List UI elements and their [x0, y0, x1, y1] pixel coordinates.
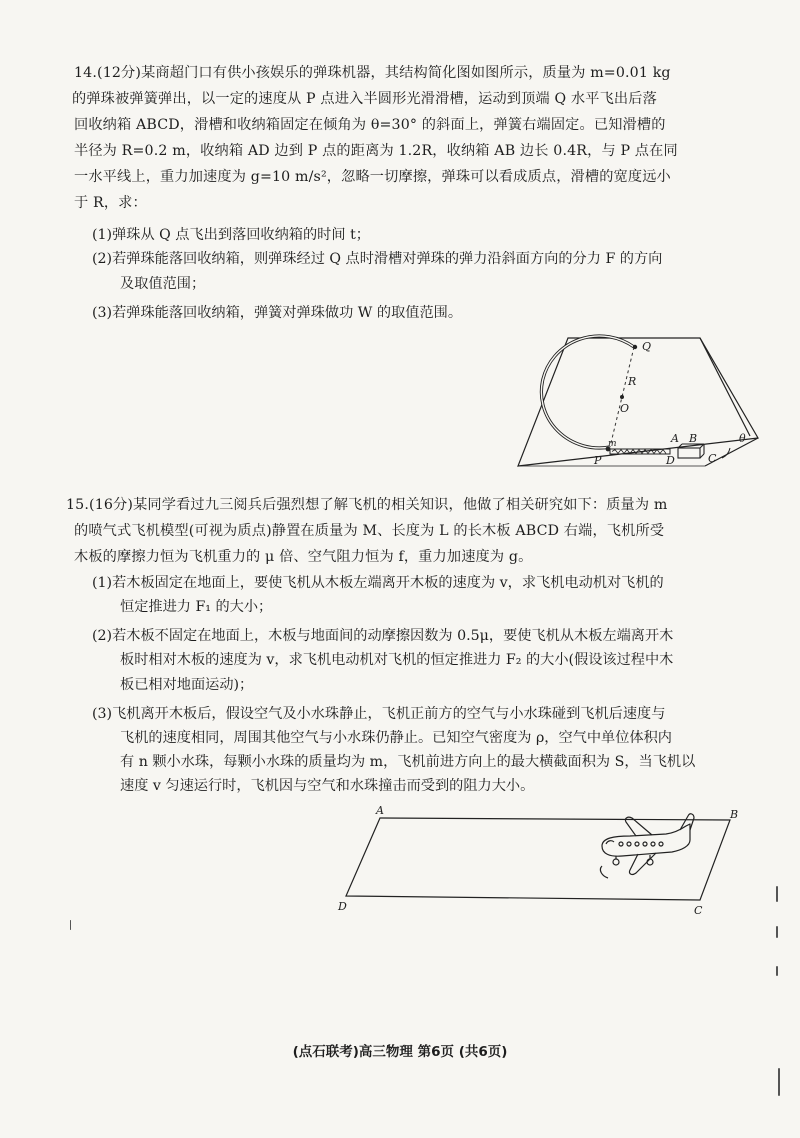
- label-r: R: [628, 375, 637, 388]
- label-b: B: [730, 808, 739, 821]
- q15-sub-2-line-3: 板已相对地面运动)；: [120, 677, 254, 693]
- scan-mark: [778, 1068, 780, 1096]
- label-o: O: [620, 402, 630, 415]
- page-footer: (点石联考)高三物理 第6页 (共6页): [292, 1044, 508, 1060]
- q15-board-airplane-figure: [330, 800, 750, 920]
- q15-sub-3-line-3: 有 n 颗小水珠，每颗小水珠的质量均为 m，飞机前进方向上的最大横截面积为 S，当飞机以: [120, 754, 696, 770]
- q15-sub-1-line-2: 恒定推进力 F₁ 的大小；: [120, 599, 273, 615]
- label-theta: θ: [739, 432, 746, 445]
- long-board-abcd: [346, 818, 730, 900]
- q15-line-3: 木板的摩擦力恒为飞机重力的 μ 倍、空气阻力恒为 f，重力加速度为 g。: [74, 549, 533, 565]
- label-a: A: [671, 432, 679, 445]
- label-c: C: [694, 904, 703, 917]
- label-a: A: [376, 804, 384, 817]
- q15-sub-2-line-1: (2)若木板不固定在地面上，木板与地面间的动摩擦因数为 0.5μ，要使飞机从木板左端离开木: [92, 628, 674, 644]
- q14-pinball-figure: [510, 330, 760, 470]
- q15-sub-1-line-1: (1)若木板固定在地面上，要使飞机从木板左端离开木板的速度为 v，求飞机电动机对飞机的: [92, 575, 664, 591]
- incline-back-edge: [700, 338, 750, 436]
- label-d: D: [338, 900, 347, 913]
- q15-line-2: 的喷气式飞机模型(可视为质点)静置在质量为 M、长度为 L 的长木板 ABCD 右端，飞机所受: [74, 523, 665, 539]
- label-m: m: [608, 439, 617, 449]
- question-14-stem: [74, 60, 754, 216]
- q14-sub-2-line-1: (2)若弹珠能落回收纳箱，则弹珠经过 Q 点时滑槽对弹珠的弹力沿斜面方向的分力 F 的方向: [92, 251, 663, 267]
- q14-sub-1: (1)弹珠从 Q 点飞出到落回收纳箱的时间 t；: [92, 227, 370, 243]
- scan-mark: [776, 926, 778, 938]
- q14-line-3: 回收纳箱 ABCD，滑槽和收纳箱固定在倾角为 θ=30° 的斜面上，弹簧右端固定。已知滑槽的: [74, 117, 666, 133]
- q14-line-4: 半径为 R=0.2 m，收纳箱 AD 边到 P 点的距离为 1.2R，收纳箱 AB 边长 0.4R，与 P 点在同: [74, 143, 678, 159]
- q14-line-5: 一水平线上，重力加速度为 g=10 m/s²，忽略一切摩擦，弹珠可以看成质点，滑槽的宽度远小: [74, 169, 671, 185]
- scan-mark: [70, 920, 71, 930]
- semicircle-track: [541, 336, 637, 448]
- center-point-o: [620, 395, 624, 399]
- question-15-stem: [66, 492, 754, 570]
- q15-line-1: 15.(16分)某同学看过九三阅兵后强烈想了解飞机的相关知识，他做了相关研究如下：质量为 m: [66, 497, 668, 513]
- q15-sub-3-line-1: (3)飞机离开木板后，假设空气及小水珠静止，飞机正前方的空气与小水珠碰到飞机后速度与: [92, 706, 666, 722]
- scan-mark: [776, 886, 778, 902]
- label-b: B: [689, 432, 698, 445]
- q14-line-2: 的弹珠被弹簧弹出，以一定的速度从 P 点进入半圆形光滑滑槽，运动到顶端 Q 水平飞出后落: [72, 91, 657, 107]
- label-d: D: [666, 454, 675, 467]
- q15-sub-2-line-2: 板时相对木板的速度为 v，求飞机电动机对飞机的恒定推进力 F₂ 的大小(假设该过程中木: [120, 652, 674, 668]
- q15-sub-3-line-4: 速度 v 匀速运行时，飞机因与空气和水珠撞击而受到的阻力大小。: [120, 778, 535, 794]
- airplane-icon: [600, 814, 694, 878]
- scan-mark: [776, 966, 778, 976]
- q14-sub-3: (3)若弹珠能落回收纳箱，弹簧对弹珠做功 W 的取值范围。: [92, 305, 463, 321]
- point-q-marker: [633, 345, 637, 349]
- q14-line-1: 14.(12分)某商超门口有供小孩娱乐的弹珠机器，其结构简化图如图所示，质量为 m=0.01 kg: [74, 65, 671, 81]
- q15-sub-3-line-2: 飞机的速度相同，周围其他空气与小水珠仍静止。已知空气密度为 ρ，空气中单位体积内: [120, 730, 672, 746]
- q14-sub-2-line-2: 及取值范围；: [120, 276, 206, 292]
- label-q: Q: [642, 340, 652, 353]
- label-p: P: [594, 454, 602, 467]
- q14-line-6: 于 R，求：: [74, 195, 147, 211]
- label-c: C: [708, 452, 717, 465]
